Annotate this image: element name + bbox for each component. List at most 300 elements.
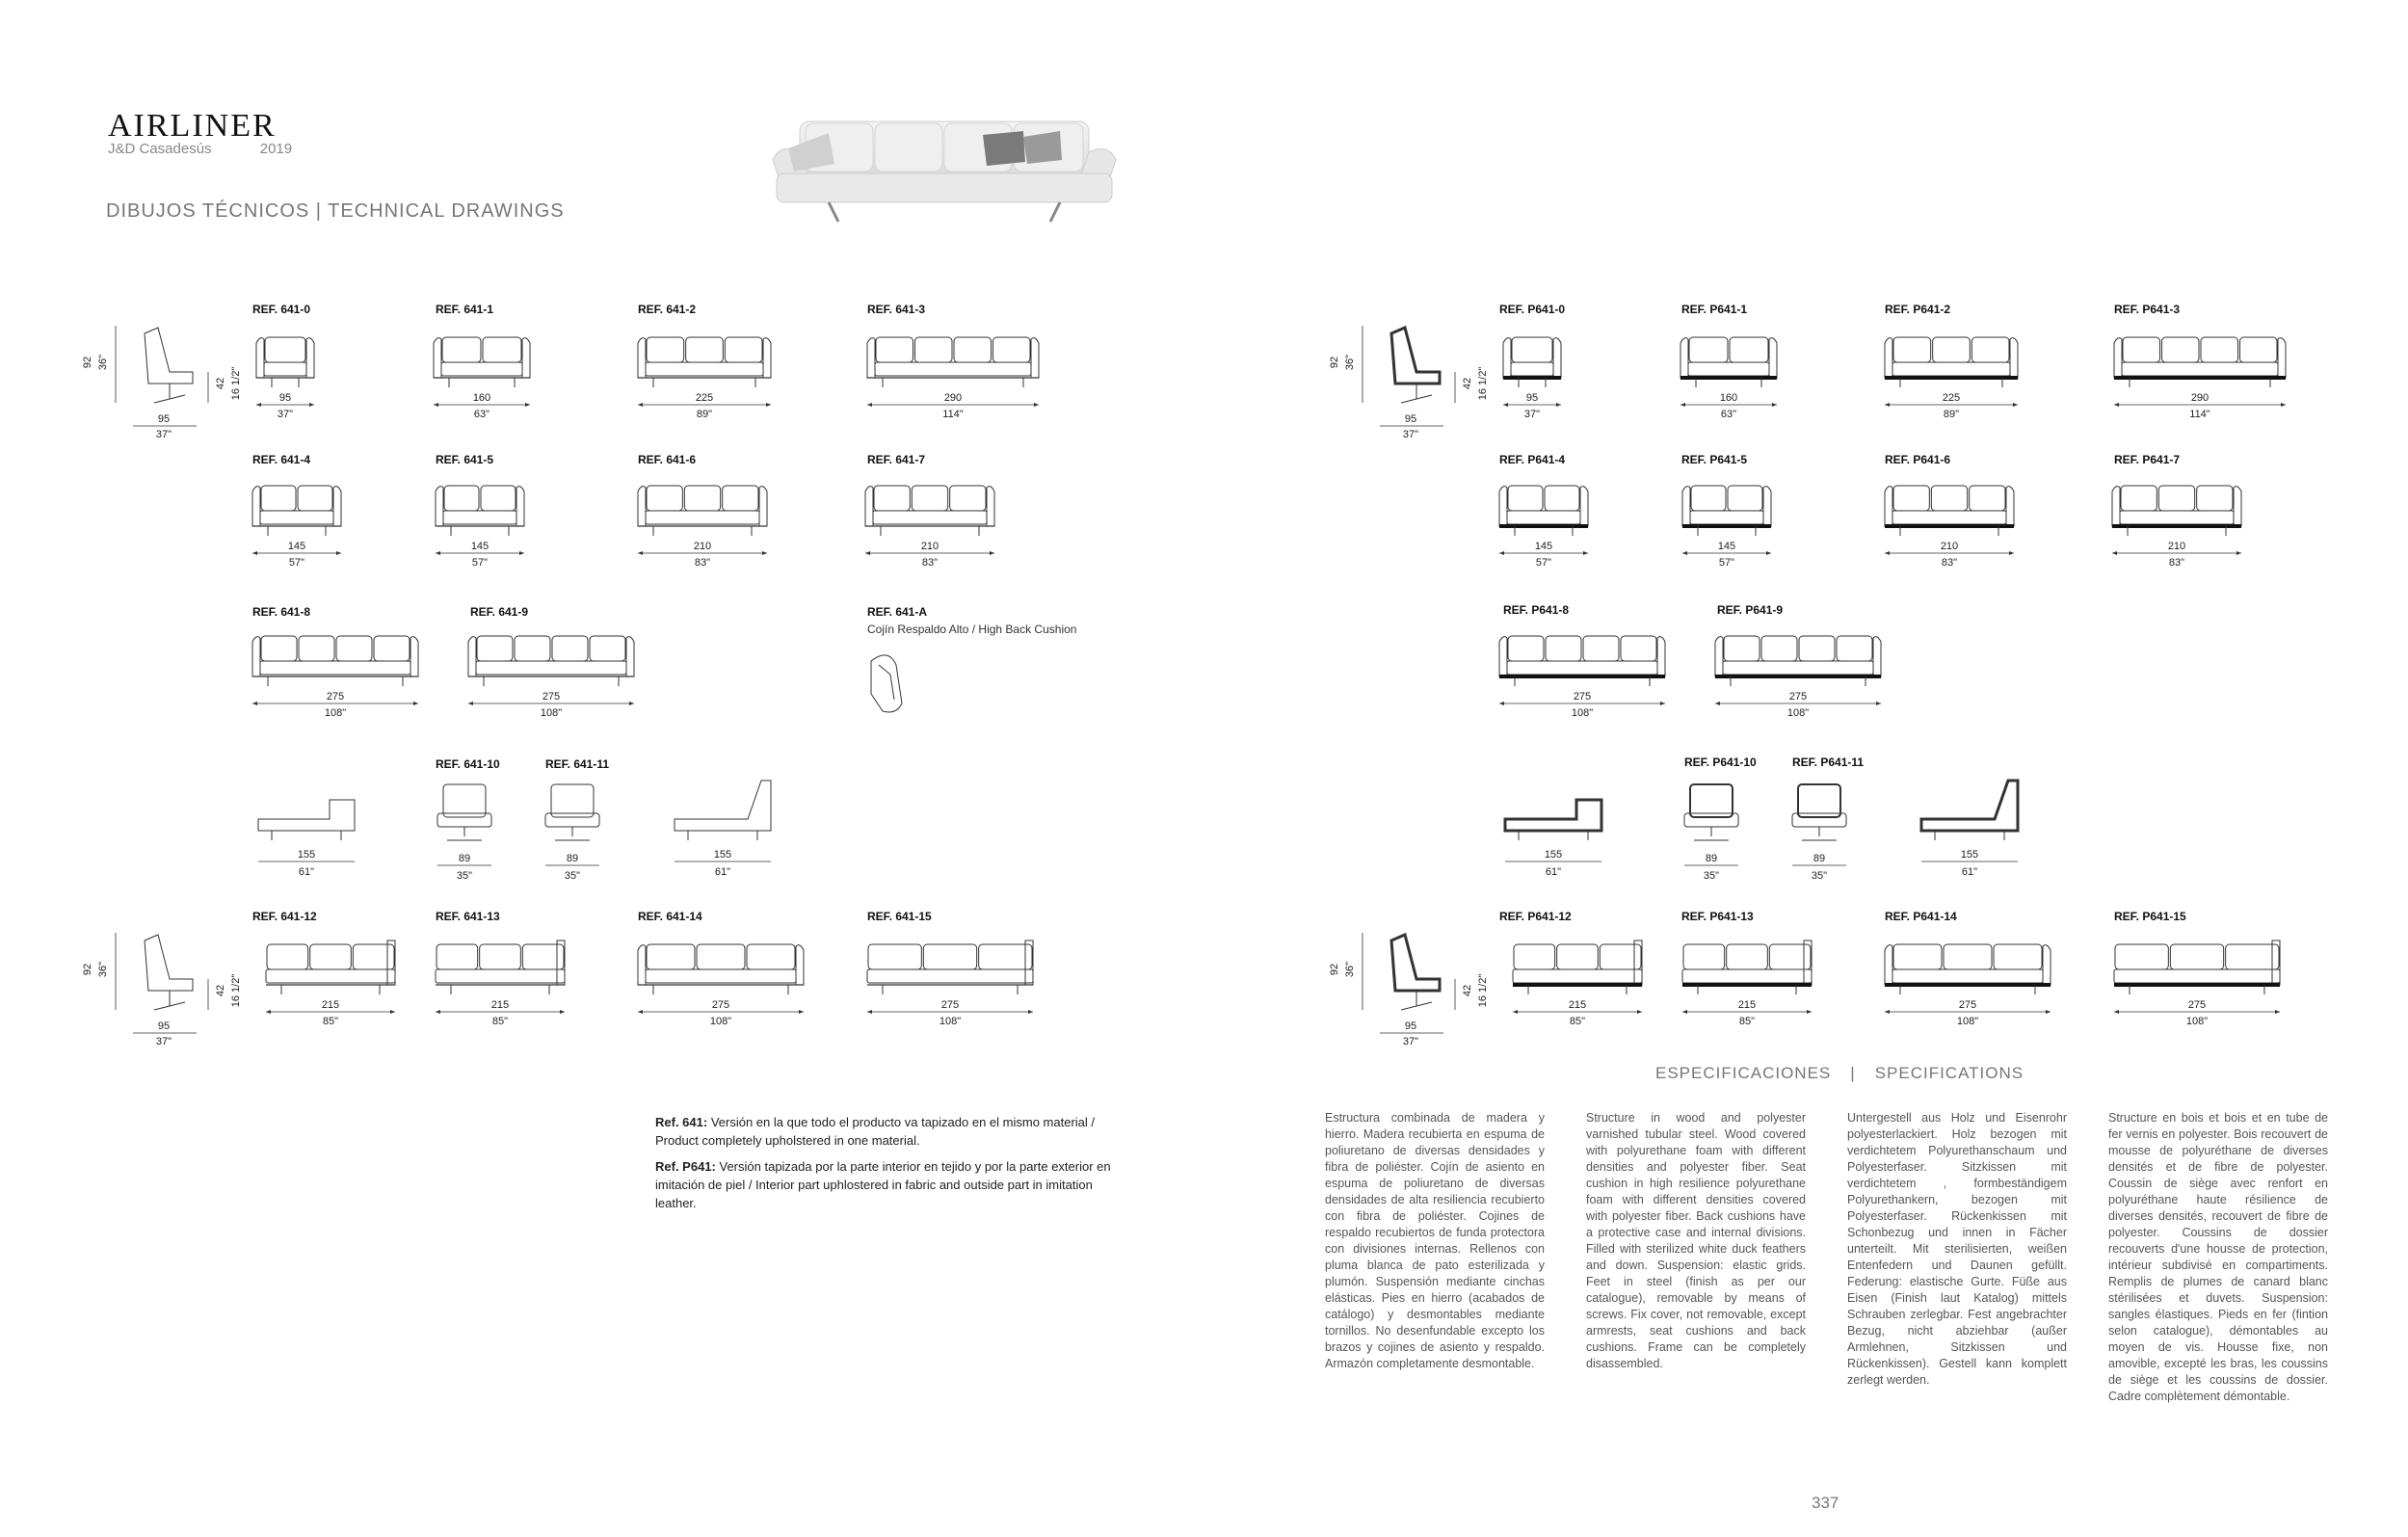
armrest xyxy=(1553,338,1561,378)
swivel-base xyxy=(555,827,590,840)
side-view-outline xyxy=(1391,328,1440,384)
dimension-label: 114" xyxy=(942,409,964,420)
back-cushion xyxy=(261,636,297,661)
dimension-label: 89" xyxy=(1943,409,1960,420)
seat-cushion xyxy=(867,969,1033,983)
spec-column-fr: Structure en bois et bois et en tube de fer vernis en polyester. Bois recouvert de mousse de polyuréthane de diverses densités et de fibre de polyester. Coussin de siège avec renfort en polyuréthane haute résilience de diverses densités, recouvert de fibre de polyester. Coussins de dossier recouverts d'une housse de protection, intérieur subdivisé en compartiments. Remplis de plumes de canard blanc stérilisées et duvets. Suspension: sangles élastiques. Pieds en fer (fintion selon catalogue), démontables au moyen de vis. Housse fixe, non amovible, excepté les bras, les coussins de siège et les coussins de dossier. Cadre complètement démontable. xyxy=(2108,1111,2328,1403)
dimension-label: 89 xyxy=(1813,853,1826,864)
back-cushion xyxy=(1837,636,1872,661)
back-cushion xyxy=(723,486,758,511)
back-cushion xyxy=(299,636,334,661)
dimension-label: 275 xyxy=(1788,691,1808,702)
seat-cushion xyxy=(1682,969,1812,983)
dimension-label: 16 1/2" xyxy=(1477,973,1489,1008)
seat-cushion xyxy=(1892,362,2010,376)
back-cushion xyxy=(590,636,625,661)
ref-label: REF. P641-3 xyxy=(2114,303,2181,316)
back-cushion xyxy=(1508,636,1544,661)
armrest xyxy=(410,637,418,676)
dimension-label: 16 1/2" xyxy=(1477,366,1489,401)
dimension-label: 145 xyxy=(1534,541,1553,552)
back-cushion xyxy=(1690,784,1733,817)
spec-column-de: Untergestell aus Holz und Eisenrohr polyesterlackiert. Holz bezogen mit verdichtetem Polyurethanschaum und Polyesterfaser. Sitzkissen mit verdichtetem , formbeständigem Polyurethankern, bezogen mit Polyesterfaser. Rückenkissen mit Schonbezug und innen in Fächer unterteilt. Mit sterilisierten, weißen Entenfedern und Daunen gefüllt. Federung: elastische Gurte. Füße aus Eisen (Finish laut Katalog) mittels Schrauben zerlegbar. Fest angebrachter Bezug, nicht abziehbar (außer Armlehnen, Sitzkissen und Rückenkissen). Gestell kann komplett zerlegt werden. xyxy=(1847,1111,2067,1387)
note-641 xyxy=(655,1113,1118,1150)
dimension-label: 35" xyxy=(564,870,581,882)
spec-title-es: ESPECIFICACIONES xyxy=(1655,1064,1832,1082)
ref-label: REF. P641-6 xyxy=(1885,453,1951,466)
seat-cushion xyxy=(260,661,410,675)
dimension-label: 36" xyxy=(1344,354,1356,371)
chaise-outline xyxy=(675,781,771,831)
ref-label: REF. P641-15 xyxy=(2114,910,2186,923)
ref-label: REF. 641-13 xyxy=(436,910,500,923)
seat-cushion xyxy=(875,362,1031,376)
dimension-label: 108" xyxy=(939,1016,962,1027)
back-cushion xyxy=(1689,337,1728,362)
armrest xyxy=(516,487,524,526)
chaise-outline xyxy=(258,800,355,831)
dimension-label: 57" xyxy=(471,557,489,569)
dimension-label: 92 xyxy=(1329,963,1340,976)
back-cushion xyxy=(912,486,947,511)
dimension-label: 37" xyxy=(1402,429,1419,440)
ref-label: REF. P641-11 xyxy=(1792,755,1865,769)
back-cushion xyxy=(1683,944,1725,969)
back-cushion xyxy=(1730,337,1768,362)
ref-label: REF. 641-1 xyxy=(436,303,494,316)
ref-label: REF. 641-15 xyxy=(867,910,932,923)
dimension-label: 95 xyxy=(1404,1020,1417,1032)
ref-label: REF. P641-10 xyxy=(1684,755,1757,769)
armrest xyxy=(256,338,264,378)
armrest xyxy=(1769,338,1777,378)
back-cushion xyxy=(647,486,682,511)
dimension-label: 83" xyxy=(2168,557,2185,569)
side-view-outline xyxy=(1391,935,1440,991)
back-cushion xyxy=(1514,944,1555,969)
ref-label: REF. P641-4 xyxy=(1499,453,1566,466)
back-cushion xyxy=(265,337,305,362)
dimension-label: 92 xyxy=(82,356,93,369)
back-cushion xyxy=(481,486,516,511)
dimension-label: 155 xyxy=(297,849,316,861)
back-cushion xyxy=(1545,486,1579,511)
back-cushion xyxy=(684,486,720,511)
armrest xyxy=(1873,637,1881,676)
seat-cushion xyxy=(441,362,522,376)
back-cushion xyxy=(1893,944,1942,969)
seat-cushion xyxy=(1792,813,1846,827)
armrest xyxy=(252,637,260,676)
dimension-label: 145 xyxy=(1717,541,1736,552)
ref-label: REF. 641-3 xyxy=(867,303,926,316)
dimension-label: 61" xyxy=(1545,866,1562,878)
dimension-label: 37" xyxy=(155,429,172,440)
dimension-label: 275 xyxy=(2187,999,2207,1011)
armrest xyxy=(522,338,530,378)
dimension-label: 160 xyxy=(472,392,491,404)
dimension-label: 42 xyxy=(1462,984,1473,997)
back-cushion xyxy=(443,784,486,817)
seat-cushion xyxy=(2114,969,2280,983)
dimension-label: 83" xyxy=(694,557,711,569)
back-cushion xyxy=(647,944,695,969)
back-cushion xyxy=(686,337,724,362)
side-view-base xyxy=(154,991,185,1010)
back-cushion xyxy=(1933,337,1971,362)
dimension-label: 37" xyxy=(277,409,294,420)
armrest xyxy=(638,487,646,526)
back-cushion xyxy=(874,486,910,511)
armrest xyxy=(759,487,767,526)
note-ref: Ref. P641: xyxy=(655,1159,716,1174)
dimension-label: 57" xyxy=(288,557,305,569)
ref-label: REF. P641-9 xyxy=(1717,603,1784,617)
dimension-label: 63" xyxy=(1720,409,1737,420)
dimension-label: 89 xyxy=(566,853,579,864)
back-cushion xyxy=(979,944,1032,969)
dimension-label: 42 xyxy=(215,984,226,997)
armrest xyxy=(987,487,994,526)
back-cushion xyxy=(480,944,521,969)
back-cushion xyxy=(1944,944,1992,969)
dimension-label: 210 xyxy=(2167,541,2186,552)
back-cushion xyxy=(1512,337,1552,362)
seat-cushion xyxy=(545,813,599,827)
seat-cushion xyxy=(646,362,763,376)
armrest xyxy=(306,338,314,378)
back-cushion xyxy=(1931,486,1967,511)
ref-label: REF. P641-5 xyxy=(1681,453,1748,466)
dimension-label: 89 xyxy=(1705,853,1718,864)
seat-cushion xyxy=(2120,511,2234,524)
back-cushion xyxy=(551,784,594,817)
ref-label: REF. 641-A xyxy=(867,605,928,619)
dimension-label: 215 xyxy=(1737,999,1757,1011)
dimension-label: 63" xyxy=(473,409,490,420)
armrest xyxy=(333,487,341,526)
back-cushion xyxy=(1971,337,2009,362)
spec-separator: | xyxy=(1850,1064,1856,1082)
dimension-label: 42 xyxy=(1462,377,1473,390)
dimension-label: 108" xyxy=(1786,707,1810,719)
brand-title: AIRLINER xyxy=(108,108,277,144)
back-cushion xyxy=(444,486,479,511)
armrest xyxy=(1885,338,1892,378)
back-cushion xyxy=(1799,636,1835,661)
back-cushion xyxy=(697,944,745,969)
dimension-label: 155 xyxy=(1544,849,1563,861)
ref-sublabel: Cojín Respaldo Alto / High Back Cushion xyxy=(867,623,1077,636)
armrest xyxy=(1885,487,1892,526)
seat-cushion xyxy=(873,511,987,524)
armrest xyxy=(2114,338,2122,378)
back-cushion xyxy=(437,944,478,969)
armrest xyxy=(1499,487,1507,526)
back-cushion xyxy=(2115,944,2168,969)
armrest xyxy=(638,945,646,985)
page-number: 337 xyxy=(1812,1494,1839,1512)
dimension-label: 225 xyxy=(695,392,714,404)
armrest xyxy=(1682,487,1690,526)
armrest xyxy=(867,338,875,378)
swivel-base xyxy=(1694,827,1729,840)
armrest xyxy=(1885,945,1892,985)
side-view-base xyxy=(1401,991,1432,1010)
dimension-label: 215 xyxy=(321,999,340,1011)
back-cushion xyxy=(374,636,410,661)
back-cushion xyxy=(2162,337,2200,362)
armrest xyxy=(2234,487,2241,526)
seat-cushion xyxy=(1507,511,1580,524)
seat-cushion xyxy=(646,969,796,983)
armrest xyxy=(252,487,260,526)
dimension-label: 61" xyxy=(1961,866,1978,878)
armrest xyxy=(1715,637,1723,676)
armrest xyxy=(865,487,873,526)
ref-label: REF. P641-12 xyxy=(1499,910,1572,923)
armrest xyxy=(1031,338,1039,378)
dimension-label: 275 xyxy=(940,999,960,1011)
ref-label: REF. 641-8 xyxy=(252,605,311,619)
back-cushion xyxy=(483,337,521,362)
back-cushion xyxy=(552,636,588,661)
dimension-label: 155 xyxy=(1960,849,1979,861)
seat-cushion xyxy=(1892,511,2006,524)
dimension-label: 89 xyxy=(458,853,471,864)
seat-cushion xyxy=(476,661,626,675)
armrest xyxy=(1763,487,1771,526)
back-cushion xyxy=(2170,944,2223,969)
chaise-outline xyxy=(1921,781,2018,831)
dimension-label: 275 xyxy=(326,691,345,702)
dimension-label: 95 xyxy=(157,413,171,425)
dimension-label: 35" xyxy=(456,870,473,882)
dimension-label: 37" xyxy=(155,1036,172,1047)
note-text: Versión tapizada por la parte interior en tejido y por la parte exterior en imitación de piel / Interior part uphlostered in fabric and outside part in imitation leather. xyxy=(655,1159,1111,1210)
seat-cushion xyxy=(443,511,516,524)
dimension-label: 36" xyxy=(97,961,109,978)
dimension-label: 95 xyxy=(157,1020,171,1032)
back-cushion xyxy=(2197,486,2233,511)
seat-cushion xyxy=(2122,362,2278,376)
dimension-label: 61" xyxy=(714,866,731,878)
back-cushion xyxy=(1583,636,1619,661)
designer-name: J&D Casadesús xyxy=(108,141,212,157)
back-cushion xyxy=(950,486,986,511)
back-cushion xyxy=(993,337,1031,362)
dimension-label: 275 xyxy=(1958,999,1977,1011)
back-cushion xyxy=(1769,944,1811,969)
dimension-label: 215 xyxy=(1568,999,1587,1011)
ref-label: REF. P641-8 xyxy=(1503,603,1570,617)
dimension-label: 155 xyxy=(713,849,732,861)
seat-cushion xyxy=(1684,813,1738,827)
dimension-label: 57" xyxy=(1718,557,1735,569)
side-view-outline xyxy=(145,935,193,991)
ref-label: REF. P641-2 xyxy=(1885,303,1951,316)
back-cushion xyxy=(725,337,762,362)
dimension-label: 85" xyxy=(491,1016,509,1027)
back-cushion xyxy=(2158,486,2194,511)
armrest xyxy=(1499,637,1507,676)
note-ref: Ref. 641: xyxy=(655,1115,708,1129)
back-cushion xyxy=(267,944,308,969)
ref-label: REF. 641-2 xyxy=(638,303,697,316)
armrest xyxy=(1503,338,1511,378)
seat-cushion xyxy=(264,362,306,376)
back-cushion xyxy=(915,337,953,362)
version-notes xyxy=(655,1113,1118,1220)
armrest xyxy=(1680,338,1688,378)
dimension-label: 108" xyxy=(709,1016,732,1027)
back-cushion xyxy=(2240,337,2278,362)
back-cushion xyxy=(477,636,513,661)
ref-label: REF. 641-11 xyxy=(545,757,610,771)
back-cushion xyxy=(1546,636,1581,661)
ref-label: REF. 641-12 xyxy=(252,910,317,923)
back-cushion xyxy=(522,944,564,969)
side-view-base xyxy=(154,384,185,403)
dimension-label: 95 xyxy=(1404,413,1417,425)
seat-cushion xyxy=(1688,362,1769,376)
armrest xyxy=(796,945,804,985)
seat-cushion xyxy=(437,813,491,827)
dimension-label: 89" xyxy=(696,409,713,420)
dimension-label: 145 xyxy=(287,541,306,552)
ref-label: REF. P641-1 xyxy=(1681,303,1748,316)
ref-label: REF. 641-6 xyxy=(638,453,697,466)
back-cushion xyxy=(747,944,795,969)
back-cushion xyxy=(2201,337,2238,362)
armrest xyxy=(1580,487,1588,526)
ref-label: REF. 641-9 xyxy=(470,605,529,619)
back-cushion xyxy=(1893,486,1929,511)
ref-label: REF. P641-14 xyxy=(1885,910,1957,923)
back-cushion xyxy=(876,337,913,362)
dimension-label: 160 xyxy=(1719,392,1738,404)
seat-cushion xyxy=(1690,511,1763,524)
dimension-label: 210 xyxy=(693,541,712,552)
section-title: DIBUJOS TÉCNICOS | TECHNICAL DRAWINGS xyxy=(106,200,565,222)
dimension-label: 36" xyxy=(97,354,109,371)
armrest xyxy=(2006,487,2014,526)
dimension-label: 57" xyxy=(1535,557,1552,569)
armrest xyxy=(2043,945,2051,985)
dimension-label: 37" xyxy=(1402,1036,1419,1047)
back-cushion xyxy=(1508,486,1543,511)
seat-cushion xyxy=(1513,969,1642,983)
back-cushion xyxy=(2123,337,2160,362)
back-cushion xyxy=(2121,486,2157,511)
ref-label: REF. P641-0 xyxy=(1499,303,1566,316)
note-text: Versión en la que todo el producto va tapizado en el mismo material / Product completely upholstered in one material. xyxy=(655,1115,1096,1148)
dimension-label: 210 xyxy=(920,541,939,552)
dimension-label: 108" xyxy=(324,707,347,719)
ref-label: REF. 641-0 xyxy=(252,303,311,316)
armrest xyxy=(436,487,443,526)
seat-cushion xyxy=(1892,969,2043,983)
armrest xyxy=(1657,637,1665,676)
dimension-label: 95 xyxy=(1525,392,1539,404)
high-back-cushion xyxy=(871,655,902,712)
back-cushion xyxy=(1994,944,2042,969)
back-cushion xyxy=(1557,944,1599,969)
seat-cushion xyxy=(1723,661,1873,675)
back-cushion xyxy=(1621,636,1656,661)
seat-cushion xyxy=(436,969,565,983)
high-back-cushion-detail xyxy=(879,665,894,700)
back-cushion xyxy=(954,337,992,362)
spec-column-es: Estructura combinada de madera y hierro. Madera recubierta en espuma de poliuretano de diversas densidades y fibra de poliéster. Cojín de asiento en espuma de poliuretano de diversas densidades de alta resiliencia recubierto con fibra de poliéster. Cojines de respaldo recubiertos de funda protectora con divisiones internas. Rellenos con pluma blanca de pato esterilizada y plumón. Suspensión mediante cinchas elásticas. Pies en hierro (acabados de catálogo) y desmontables mediante tornillos. No desenfundable excepto los brazos y cojines de asiento y respaldo. Armazón completamente desmontable. xyxy=(1325,1111,1545,1370)
back-cushion xyxy=(353,944,394,969)
spec-title-en: SPECIFICATIONS xyxy=(1874,1064,2024,1082)
back-cushion xyxy=(1727,944,1768,969)
dimension-label: 16 1/2" xyxy=(230,366,242,401)
seat-cushion xyxy=(646,511,759,524)
dimension-label: 210 xyxy=(1940,541,1959,552)
chaise-outline xyxy=(1505,800,1601,831)
dimension-label: 290 xyxy=(2190,392,2210,404)
back-cushion xyxy=(647,337,684,362)
ref-label: REF. 641-4 xyxy=(252,453,311,466)
dimension-label: 108" xyxy=(2185,1016,2209,1027)
back-cushion xyxy=(868,944,921,969)
back-cushion xyxy=(261,486,296,511)
design-year: 2019 xyxy=(259,141,293,157)
armrest xyxy=(2112,487,2120,526)
back-cushion xyxy=(2226,944,2279,969)
armrest xyxy=(763,338,771,378)
dimension-label: 85" xyxy=(322,1016,339,1027)
seat-cushion xyxy=(266,969,395,983)
dimension-label: 61" xyxy=(298,866,315,878)
back-cushion xyxy=(1893,337,1931,362)
dimension-label: 83" xyxy=(921,557,939,569)
back-cushion xyxy=(298,486,332,511)
back-cushion xyxy=(1798,784,1840,817)
armrest xyxy=(2278,338,2286,378)
ref-label: REF. 641-14 xyxy=(638,910,702,923)
dimension-label: 108" xyxy=(1956,1016,1979,1027)
back-cushion xyxy=(1691,486,1726,511)
armrest xyxy=(468,637,476,676)
back-cushion xyxy=(1600,944,1641,969)
ref-label: REF. 641-7 xyxy=(867,453,926,466)
dimension-label: 85" xyxy=(1738,1016,1756,1027)
side-view-outline xyxy=(145,328,193,384)
dimension-label: 275 xyxy=(542,691,561,702)
ref-label: REF. P641-7 xyxy=(2114,453,2181,466)
swivel-base xyxy=(1802,827,1837,840)
dimension-label: 145 xyxy=(470,541,490,552)
armrest xyxy=(626,637,634,676)
dimension-label: 225 xyxy=(1942,392,1961,404)
note-p641 xyxy=(655,1157,1118,1212)
ref-label: REF. P641-13 xyxy=(1681,910,1754,923)
dimension-label: 85" xyxy=(1569,1016,1586,1027)
ref-label: REF. 641-10 xyxy=(436,757,500,771)
spec-column-en: Structure in wood and polyester varnished tubular steel. Wood covered with polyurethane foam with different densities and polyester fiber. Seat cushion in high resilience polyurethane foam with different densities covered with polyester fiber. Back cushions have a protective case and internal divisions. Filled with sterilized white duck feathers and down. Suspension: elastic grids. Feet in steel (finish as per our catalogue), removable by means of screws. Fix cover, not removable, except armrests, seat cushions and back cushions. Frame can be completely disassembled. xyxy=(1586,1111,1806,1370)
dimension-label: 83" xyxy=(1941,557,1958,569)
armrest xyxy=(2010,338,2018,378)
ref-label: REF. 641-5 xyxy=(436,453,494,466)
back-cushion xyxy=(336,636,372,661)
specifications-title xyxy=(1655,1064,2024,1083)
dimension-label: 16 1/2" xyxy=(230,973,242,1008)
side-view-base xyxy=(1401,384,1432,403)
back-cushion xyxy=(515,636,550,661)
